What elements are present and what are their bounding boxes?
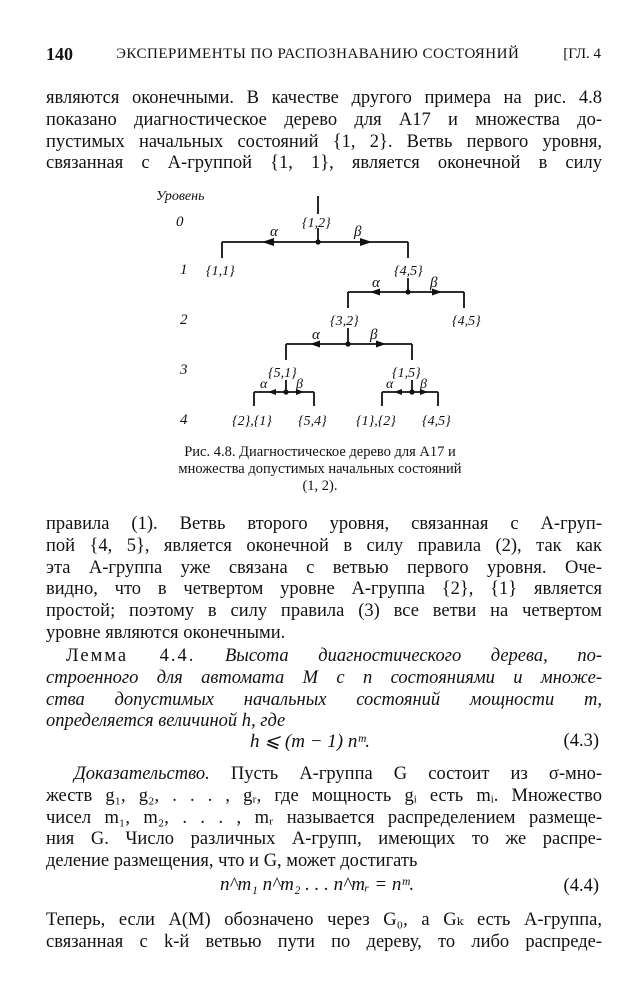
text-line: правила (1). Ветвь второго уровня, связанная с A-груп- [46,514,602,534]
edge-label-beta: β [420,377,427,392]
text-line: являются оконечными. В качестве другого примера на рис. 4.8 [46,88,602,108]
running-header [46,44,601,68]
level-label: 0 [176,214,184,230]
paragraph-final [46,910,602,954]
paragraph-rules [46,514,602,645]
equation-number: (4.3) [563,731,599,751]
text-line: пой {4, 5}, является оконечной в силу правила (2), так как [46,535,602,556]
tree-leaf: {5,4} [298,414,327,429]
edge-label-beta: β [370,327,378,343]
chapter-marker: [ГЛ. 4 [563,46,601,62]
tree-node: {1,5} [392,366,421,381]
text-line: связанная с k-й ветвью пути по дереву, то либо распреде- [46,931,602,952]
lemma-first-line [46,646,602,668]
lemma-4-4 [46,646,602,733]
text-line: Теперь, если A(M) обозначено через G₀, а Gₖ есть A-группа, [46,910,602,930]
branch-node-dot [315,239,320,244]
tree-svg [150,184,510,434]
tree-node: {5,1} [268,366,297,381]
branch-node-dot [345,341,350,346]
formula-4-3: h ⩽ (m − 1) nᵐ. [250,731,371,752]
level-header: Уровень [156,189,205,204]
arrowhead-left [394,389,402,395]
branch-node-dot [409,389,414,394]
level-label: 1 [180,262,188,278]
proof-text: Пусть A-группа G состоит из σ-мно- [230,764,603,784]
figure-caption [120,444,520,495]
arrowhead-right [376,341,386,348]
text-line: пустимых начальных состояний {1, 2}. Ветвь первого уровня, [46,131,602,152]
caption-line: множества допустимых начальных состояний [178,461,462,477]
tree-node: {4,5} [452,314,481,329]
branch-node-dot [283,389,288,394]
text-line: простой; поэтому в силу правила (3) все ветви на четвертом [46,601,602,622]
branch-node-dot [405,289,410,294]
proof-line: жеств g₁, g₂, . . . , gᵣ, где мощность gᵢ есть mᵢ. Множество [46,785,602,806]
tree-leaf: {1},{2} [356,414,396,429]
running-title: ЭКСПЕРИМЕНТЫ ПО РАСПОЗНАВАНИЮ СОСТОЯНИЙ [116,46,520,62]
edge-label-alpha: α [260,377,268,392]
edge-label-alpha: α [312,327,320,343]
proof-first-line [46,764,602,786]
text-line: связанная с A-группой {1, 1}, является оконечной в силу [46,153,602,174]
text-line: эта A-группа уже связана с ветвью первого уровня. Оче- [46,557,602,578]
equation-number: (4.4) [563,876,599,896]
edge-label-beta: β [296,377,303,392]
text-line: видно, что в четвертом уровне A-группа {2}, {1} является [46,579,602,600]
paragraph-intro [46,88,602,175]
proof-label: Доказательство. [74,764,210,784]
caption-line: (1, 2). [302,478,338,494]
diagnostic-tree-figure [150,184,510,434]
edge-label-beta: β [430,275,438,291]
edge-label-alpha: α [372,275,380,291]
text-line: уровне являются оконечными. [46,622,286,643]
tree-leaf: {4,5} [422,414,451,429]
lemma-line: строенного для автомата M с n состояниями и множе- [46,667,602,688]
text-line: показано диагностическое дерево для A17 и множества до- [46,109,602,130]
proof-line: ния G. Число различных A-групп, имеющих то же распре- [46,829,602,850]
proof-line: чисел m₁, m₂, . . . , mᵣ называется распределением размеще- [46,807,602,828]
lemma-line: ства допустимых начальных состояний мощности m, [46,689,602,710]
proof-line: деление размещения, что и G, может достигать [46,851,418,872]
caption-line: Рис. 4.8. Диагностическое дерево для A17 и [184,444,456,460]
level-label: 4 [180,412,188,428]
tree-node: {3,2} [330,314,359,329]
tree-node: {4,5} [394,264,423,279]
level-label: 2 [180,312,188,328]
lemma-text: Высота диагностического дерева, по- [225,646,603,666]
edge-label-alpha: α [386,377,394,392]
formula-4-4: n^m₁ n^m₂ . . . n^mᵣ = nᵐ. [220,874,415,895]
lemma-line: определяется величиной h, где [46,711,286,732]
page-number: 140 [46,44,73,64]
edge-label-alpha: α [270,224,278,240]
tree-node: {1,1} [206,264,235,279]
arrowhead-right [360,238,372,246]
tree-leaf: {2},{1} [232,414,272,429]
arrowhead-left [268,389,276,395]
lemma-label: Лемма 4.4. [66,646,196,666]
level-label: 3 [180,362,188,378]
edge-label-beta: β [354,224,362,240]
tree-node-root: {1,2} [302,216,331,231]
proof-paragraph [46,764,602,873]
